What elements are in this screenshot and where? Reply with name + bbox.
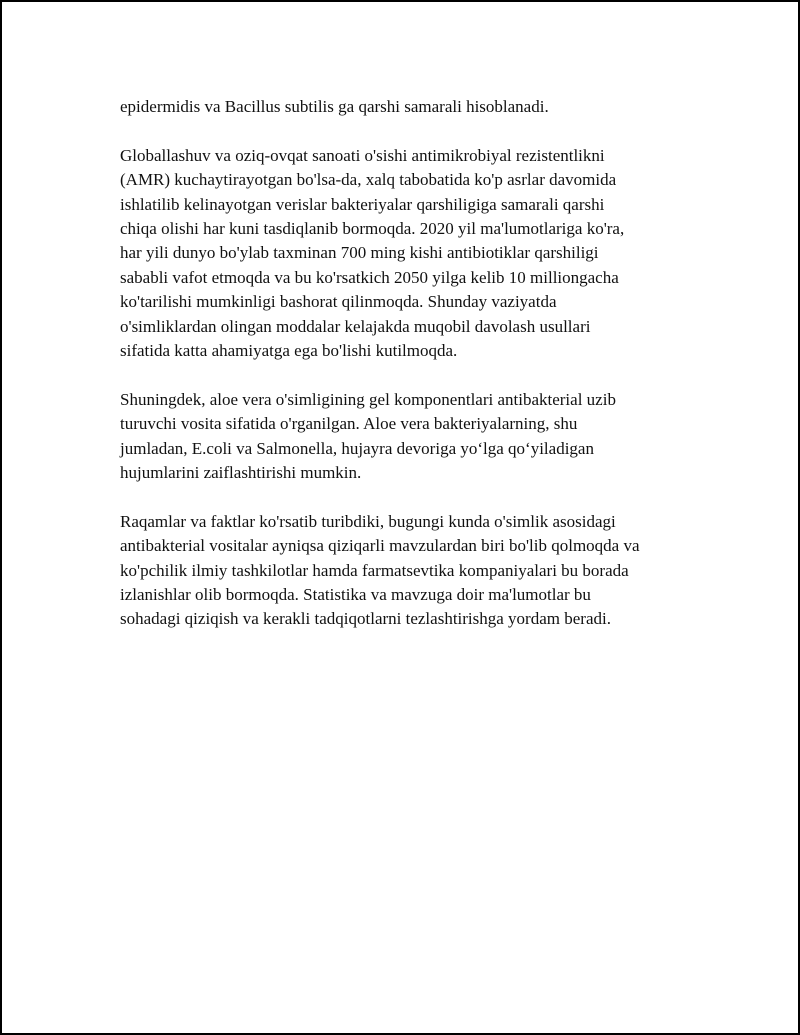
paragraph-1: epidermidis va Bacillus subtilis ga qarshi samarali hisoblanadi. — [120, 97, 549, 116]
document-body — [120, 95, 692, 656]
paragraph-4: Raqamlar va faktlar ko'rsatib turibdiki, bugungi kunda o'simlik asosidagi antibakterial vositalar ayniqsa qiziqarli mavzulardan biri bo'lib qolmoqda va ko'pchilik ilmiy tashkilotlar hamda farmatsevtika kompaniyalari bu borada izlanishlar olib bormoqda. Statistika va mavzuga doir ma'lumotlar bu sohadagi qiziqish va kerakli tadqiqotlarni tezlashtirishga yordam beradi. — [120, 511, 640, 629]
paragraph-3: Shuningdek, aloe vera o'simligining gel komponentlari antibakterial uzib turuvchi vosita sifatida o'rganilgan. Aloe vera bakteriyalarning, shu jumladan, E.coli va Salmonella, hujayra devoriga yo‘lga qo‘yiladigan hujumlarini zaiflashtirishi mumkin. — [120, 389, 616, 483]
paragraph-2: Globallashuv va oziq-ovqat sanoati o'sishi antimikrobiyal rezistentlikni (AMR) kuchaytirayotgan bo'lsa-da, xalq tabobatida ko'p asrlar davomida ishlatilib kelinayotgan verislar bakteriyalar qarshiligiga samarali qarshi chiqa olishi har kuni tasdiqlanib bormoqda. 2020 yil ma'lumotlariga ko'ra, har yili dunyo bo'ylab taxminan 700 ming kishi antibiotiklar qarshiligi sababli vafot etmoqda va bu ko'rsatkich 2050 yilga kelib 10 milliongacha ko'tarilishi mumkinligi bashorat qilinmoqda. Shunday vaziyatda o'simliklardan olingan moddalar kelajakda muqobil davolash usullari sifatida katta ahamiyatga ega bo'lishi kutilmoqda. — [120, 145, 625, 361]
